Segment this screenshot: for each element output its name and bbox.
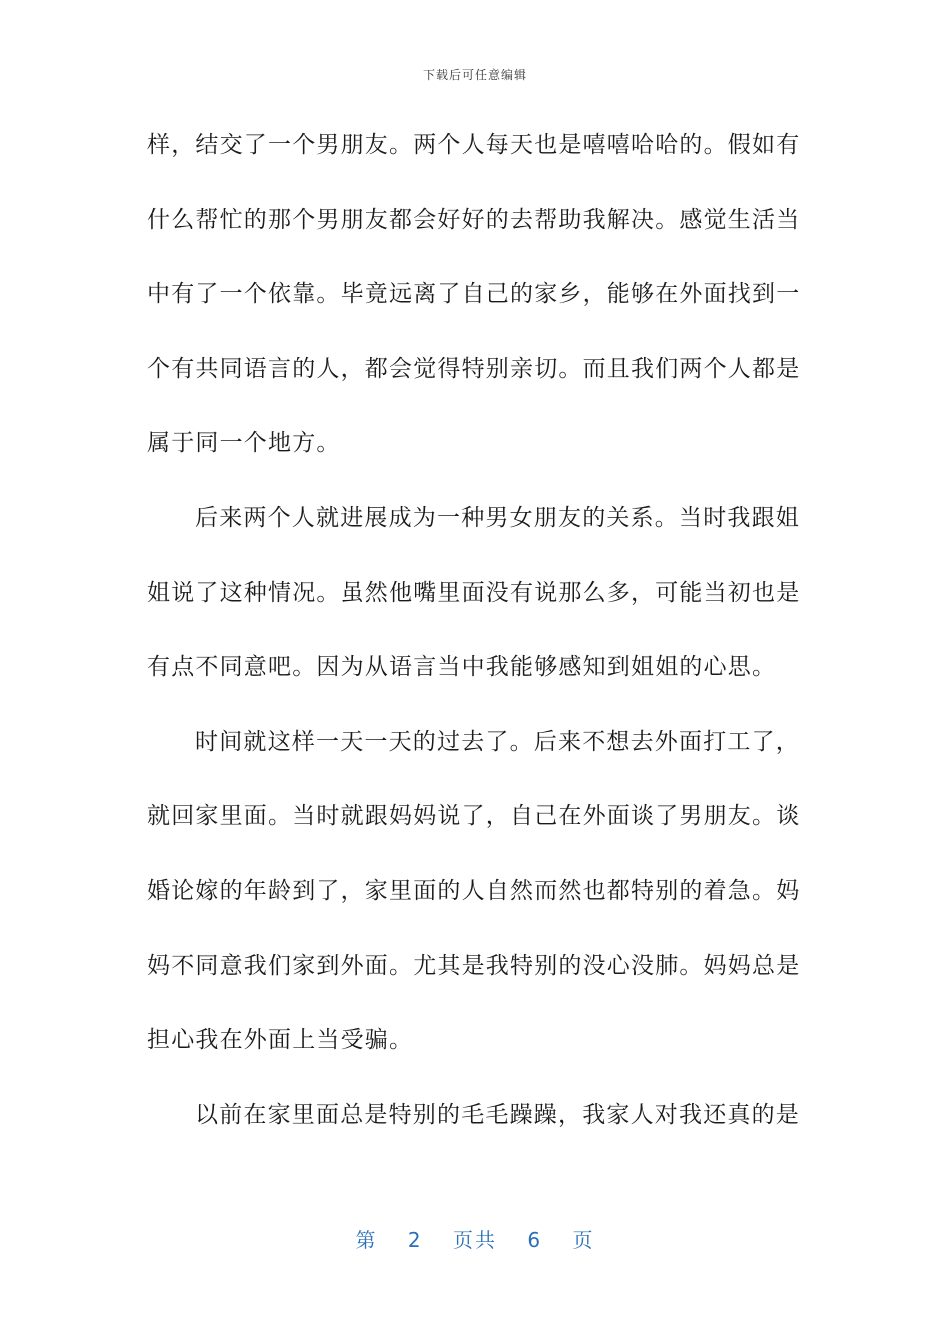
paragraph-line: 样，结交了一个男朋友。两个人每天也是嘻嘻哈哈的。假如有 <box>147 132 801 158</box>
paragraph-line: 属于同一个地方。 <box>147 430 341 457</box>
page-suffix: 页 <box>572 1228 595 1252</box>
current-page-number: 2 <box>407 1228 423 1252</box>
paragraph-line: 以前在家里面总是特别的毛毛躁躁，我家人对我还真的是 <box>195 1101 800 1128</box>
paragraph-line: 后来两个人就进展成为一种男女朋友的关系。当时我跟姐 <box>195 504 800 531</box>
page-header: 下载后可任意编辑 <box>422 68 527 82</box>
paragraph-line: 什么帮忙的那个男朋友都会好好的去帮助我解决。感觉生活当 <box>147 206 801 233</box>
page-prefix: 第 <box>355 1228 378 1252</box>
paragraph-line: 就回家里面。当时就跟妈妈说了，自己在外面谈了男朋友。谈 <box>147 803 801 830</box>
document-body <box>147 122 801 1166</box>
page-footer <box>0 1224 950 1253</box>
paragraph-line: 担心我在外面上当受骗。 <box>147 1027 414 1054</box>
paragraph-line: 中有了一个依靠。毕竟远离了自己的家乡，能够在外面找到一 <box>147 281 801 308</box>
paragraph-line: 有点不同意吧。因为从语言当中我能够感知到姐姐的心思。 <box>147 654 777 681</box>
paragraph-line: 个有共同语言的人，都会觉得特别亲切。而且我们两个人都是 <box>147 355 801 382</box>
paragraph-line: 婚论嫁的年龄到了，家里面的人自然而然也都特别的着急。妈 <box>147 877 801 904</box>
paragraph-line: 姐说了这种情况。虽然他嘴里面没有说那么多，可能当初也是 <box>147 579 801 606</box>
paragraph-line: 时间就这样一天一天的过去了。后来不想去外面打工了， <box>195 728 800 755</box>
total-pages-number: 6 <box>527 1228 543 1252</box>
page-mid: 页共 <box>453 1228 497 1252</box>
paragraph-line: 妈不同意我们家到外面。尤其是我特别的没心没肺。妈妈总是 <box>147 952 801 979</box>
